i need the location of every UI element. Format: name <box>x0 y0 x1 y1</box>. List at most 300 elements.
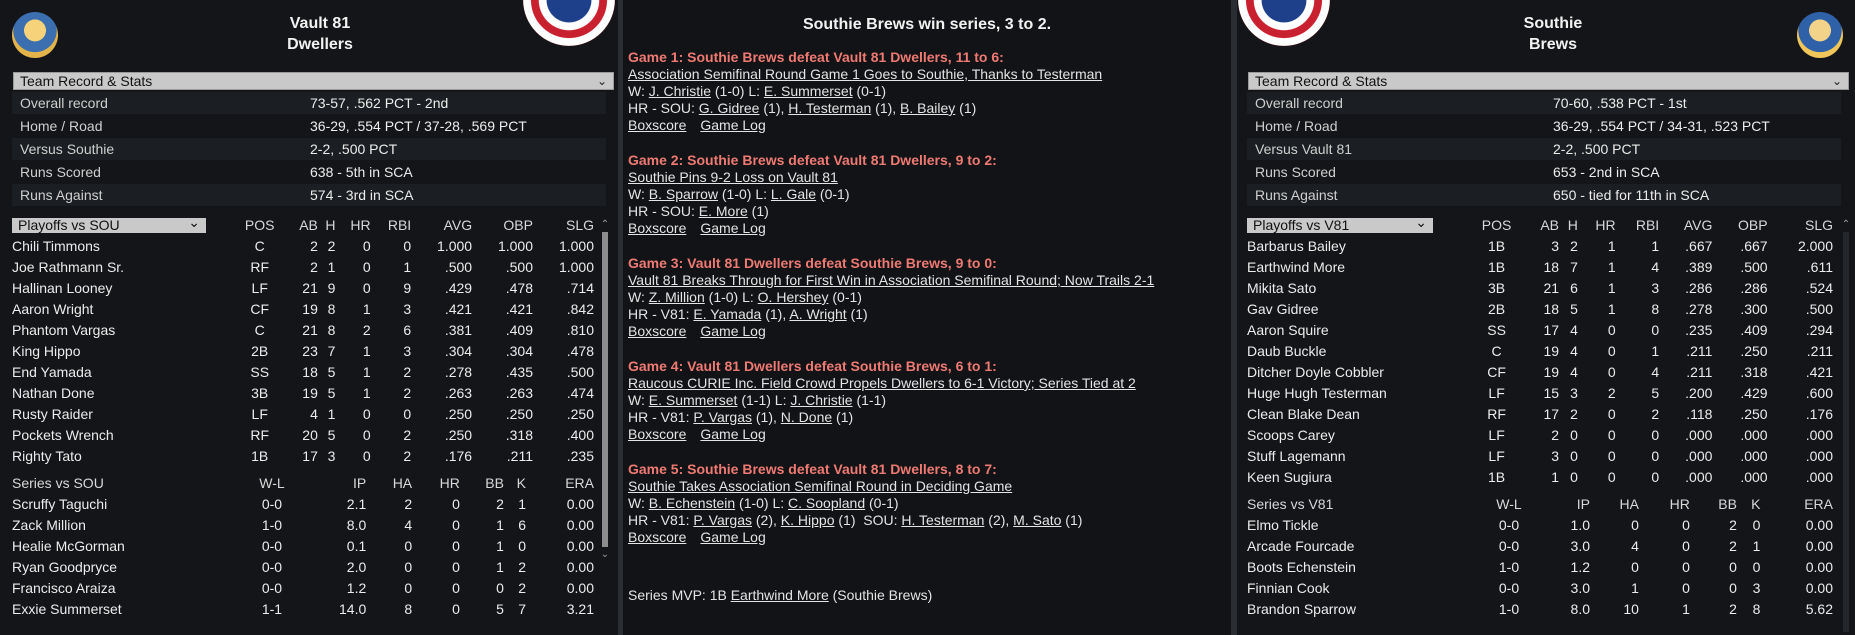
stat-cell: .304 <box>505 343 533 359</box>
column-header[interactable]: H <box>325 217 336 233</box>
hr-count: (1), <box>871 100 901 116</box>
team-stat-row <box>1247 184 1841 206</box>
column-header[interactable]: IP <box>1576 496 1590 512</box>
stat-cell: 2 <box>403 427 412 443</box>
stat-cell: 0 <box>1607 343 1616 359</box>
team-stat-row <box>12 161 606 183</box>
stat-cell: 1 <box>362 301 371 317</box>
player-row[interactable] <box>12 299 594 320</box>
stat-cell: 0 <box>404 538 413 554</box>
player-name: King Hippo <box>12 343 81 359</box>
stat-cell: 0 <box>496 580 504 596</box>
scroll-up-icon[interactable]: ⌃ <box>1841 219 1851 230</box>
player-row[interactable] <box>12 257 594 278</box>
batting-table <box>1247 215 1833 488</box>
stat-cell: 3 <box>1651 280 1660 296</box>
column-header[interactable]: HA <box>392 475 413 491</box>
stat-cell: 0.00 <box>566 580 594 596</box>
column-header[interactable]: BB <box>485 475 504 491</box>
column-header[interactable]: ERA <box>565 475 594 491</box>
team-record-dropdown[interactable] <box>1248 72 1849 90</box>
stat-cell: .000 <box>1805 448 1833 464</box>
stat-cell: 0 <box>1570 448 1578 464</box>
stat-cell: 0 <box>452 517 460 533</box>
stat-cell: .000 <box>1685 448 1713 464</box>
column-header[interactable]: POS <box>244 217 275 233</box>
stat-cell: 7 <box>1570 259 1578 275</box>
player-name: Righty Tato <box>12 448 82 464</box>
column-header[interactable]: AVG <box>1683 217 1713 233</box>
scroll-up-icon[interactable]: ⌃ <box>600 219 610 230</box>
stat-cell: 0.1 <box>346 538 367 554</box>
pitcher-row[interactable] <box>12 494 594 515</box>
player-row[interactable] <box>1247 404 1833 425</box>
game-summary <box>628 461 1082 546</box>
stat-cell: 2 <box>518 559 526 575</box>
column-header[interactable]: HA <box>1619 496 1639 512</box>
mvp-prefix: Series MVP: 1B <box>628 587 731 603</box>
pitching-header-row <box>1247 494 1833 515</box>
column-header[interactable]: HR <box>439 475 460 491</box>
pitcher-row[interactable] <box>12 599 594 620</box>
game-summary <box>628 358 1136 443</box>
batting-table <box>12 215 594 467</box>
column-header[interactable]: W-L <box>259 475 285 491</box>
player-name: Barbarus Bailey <box>1247 238 1346 254</box>
pitcher-name: Exxie Summerset <box>12 601 122 617</box>
boxscore-link[interactable]: Boxscore <box>628 323 687 339</box>
stat-cell: SS <box>250 364 270 380</box>
player-row[interactable] <box>1247 320 1833 341</box>
stat-cell: .421 <box>444 301 473 317</box>
boxscore-link[interactable]: Boxscore <box>628 220 687 236</box>
column-header[interactable]: HR <box>1595 217 1616 233</box>
pitcher-row[interactable] <box>12 578 594 599</box>
batting-header-row <box>1247 215 1833 236</box>
stat-cell: .667 <box>1740 238 1768 254</box>
stat-cell: 1.2 <box>1570 559 1590 575</box>
game-headline-link[interactable]: Raucous CURIE Inc. Field Crowd Propels Dwellers to 6-1 Victory; Series Tied at 2 <box>628 375 1136 391</box>
pitcher-row[interactable] <box>12 515 594 536</box>
hr-label: HR - SOU: <box>628 203 699 219</box>
stat-cell: .300 <box>1740 301 1768 317</box>
stat-cell: 0 <box>1651 469 1660 485</box>
pitcher-row[interactable] <box>1247 557 1833 578</box>
pitcher-row[interactable] <box>1247 536 1833 557</box>
stat-cell: 1 <box>496 538 504 554</box>
pitcher-name: Scruffy Taguchi <box>12 496 108 512</box>
stat-cell: 0 <box>1752 517 1761 533</box>
decision-line <box>628 83 1102 100</box>
mvp-player-link[interactable]: Earthwind More <box>730 587 829 603</box>
stat-cell: 19 <box>302 385 318 401</box>
stat-value: 574 - 3rd in SCA <box>310 187 414 203</box>
stat-cell: 0.00 <box>566 517 594 533</box>
stat-label: Overall record <box>20 95 108 111</box>
stat-cell: 1 <box>362 364 371 380</box>
team-stat-row <box>12 184 606 206</box>
player-row[interactable] <box>12 320 594 341</box>
pitcher-row[interactable] <box>1247 599 1833 620</box>
dropdown-label: Playoffs vs V81 <box>1253 217 1350 233</box>
stat-cell: 1 <box>403 259 412 275</box>
stat-cell: .000 <box>1805 427 1833 443</box>
decision-line <box>628 186 997 203</box>
game-header: Game 4: Vault 81 Dwellers defeat Southie Brews, 6 to 1: <box>628 358 997 374</box>
stat-cell: .211 <box>1686 364 1713 380</box>
hr-label: HR - V81: <box>628 409 694 425</box>
column-header[interactable]: BB <box>1718 496 1737 512</box>
chevron-down-icon: ⌄ <box>1831 74 1842 88</box>
column-header[interactable]: POS <box>1481 217 1512 233</box>
stat-cell: 19 <box>1543 343 1560 359</box>
winning-pitcher-link[interactable]: E. Summerset <box>648 392 738 408</box>
hr-count: (1) <box>846 306 868 322</box>
hr-count: (2), <box>752 512 781 528</box>
stat-cell: 2B <box>251 343 269 359</box>
stat-cell: .409 <box>505 322 533 338</box>
column-header[interactable]: K <box>1751 496 1761 512</box>
game-log-link[interactable]: Game Log <box>700 323 766 339</box>
player-row[interactable] <box>1247 299 1833 320</box>
hr-player-link[interactable]: K. Hippo <box>780 512 835 528</box>
column-header[interactable]: AB <box>299 217 318 233</box>
game-links <box>628 220 997 237</box>
stat-cell: .500 <box>1740 259 1768 275</box>
player-row[interactable] <box>12 362 594 383</box>
game-log-link[interactable]: Game Log <box>700 220 766 236</box>
stat-cell: .250 <box>444 406 473 422</box>
losing-pitcher-link[interactable]: C. Soopland <box>788 495 866 511</box>
column-header[interactable]: IP <box>353 475 367 491</box>
player-name: Keen Sugiura <box>1247 469 1332 485</box>
stat-cell: 4 <box>1631 538 1639 554</box>
game-log-link[interactable]: Game Log <box>700 117 766 133</box>
column-header[interactable]: RBI <box>387 217 412 233</box>
boxscore-link[interactable]: Boxscore <box>628 529 687 545</box>
stat-cell: 0-0 <box>261 580 283 596</box>
pitching-title: Series vs V81 <box>1247 496 1334 512</box>
batting-split-dropdown[interactable] <box>1247 214 1433 233</box>
hr-player-link[interactable]: H. Testerman <box>788 100 872 116</box>
stat-cell: .235 <box>566 448 594 464</box>
game-headline-link[interactable]: Vault 81 Breaks Through for First Win in Association Semifinal Round; Now Trails 2-1 <box>628 272 1155 288</box>
boxscore-link[interactable]: Boxscore <box>628 426 687 442</box>
hr-count: (1) <box>832 409 854 425</box>
win-label: W: <box>628 83 649 99</box>
stat-cell: 0 <box>1607 469 1616 485</box>
column-header[interactable]: SLG <box>1804 217 1833 233</box>
game-summary <box>628 255 1154 340</box>
loss-record: (0-1) <box>816 186 850 202</box>
stat-cell: 0 <box>404 559 413 575</box>
stat-cell: 0 <box>1729 580 1737 596</box>
stat-label: Home / Road <box>20 118 103 134</box>
column-header[interactable]: HR <box>350 217 371 233</box>
chevron-down-icon: ⌄ <box>596 74 607 88</box>
stat-cell: 0 <box>1570 469 1578 485</box>
losing-pitcher-link[interactable]: L. Gale <box>770 186 817 202</box>
player-name: Hallinan Looney <box>12 280 113 296</box>
player-row[interactable] <box>12 446 594 467</box>
series-mvp <box>628 587 932 603</box>
team-record-dropdown[interactable] <box>13 72 614 90</box>
game-header: Game 2: Southie Brews defeat Vault 81 Dwellers, 9 to 2: <box>628 152 997 168</box>
player-row[interactable] <box>12 278 594 299</box>
game-links <box>628 323 1154 340</box>
stat-cell: .000 <box>1685 469 1713 485</box>
win-record: (1-0) L: <box>704 289 758 305</box>
stat-cell: 0 <box>1607 322 1616 338</box>
hr-player-link[interactable]: P. Vargas <box>693 512 752 528</box>
stat-cell: 2.0 <box>346 559 367 575</box>
stat-cell: .474 <box>566 385 594 401</box>
stat-cell: 3 <box>1551 448 1560 464</box>
stat-cell: 0 <box>452 496 460 512</box>
hr-label: HR - SOU: <box>628 100 699 116</box>
stat-cell: 8.0 <box>1570 601 1590 617</box>
scrollbar[interactable] <box>600 219 610 560</box>
stat-cell: 3 <box>1570 385 1578 401</box>
stat-cell: 9 <box>327 280 336 296</box>
stat-cell: .500 <box>505 259 533 275</box>
stat-cell: 0 <box>1631 517 1639 533</box>
stat-cell: 4 <box>404 517 413 533</box>
scrollbar-thumb[interactable] <box>602 232 608 547</box>
stat-cell: 2.000 <box>1797 238 1833 254</box>
column-header[interactable]: OBP <box>1738 217 1768 233</box>
stat-label: Overall record <box>1255 95 1343 111</box>
winning-pitcher-link[interactable]: B. Sparrow <box>648 186 718 202</box>
stat-cell: 0 <box>362 280 371 296</box>
stat-cell: .421 <box>505 301 533 317</box>
stat-cell: 0.00 <box>566 496 594 512</box>
pitcher-name: Elmo Tickle <box>1247 517 1319 533</box>
hr-player-link[interactable]: B. Bailey <box>900 100 956 116</box>
stat-value: 73-57, .562 PCT - 2nd <box>310 95 449 111</box>
hr-player-link[interactable]: A. Wright <box>789 306 847 322</box>
stat-cell: 0.00 <box>1805 517 1833 533</box>
stat-cell: .250 <box>1740 406 1768 422</box>
game-log-link[interactable]: Game Log <box>700 529 766 545</box>
player-name: Huge Hugh Testerman <box>1247 385 1387 401</box>
stat-cell: .176 <box>444 448 473 464</box>
chevron-down-icon: ⌄ <box>188 214 200 230</box>
hr-count: (2), <box>984 512 1014 528</box>
player-name: Joe Rathmann Sr. <box>12 259 125 275</box>
hr-player-link[interactable]: P. Vargas <box>693 409 752 425</box>
player-name: Pockets Wrench <box>12 427 114 443</box>
game-headline-link[interactable]: Association Semifinal Round Game 1 Goes to Southie, Thanks to Testerman <box>628 66 1103 82</box>
game-headline-link[interactable]: Southie Takes Association Semifinal Round in Deciding Game <box>628 478 1013 494</box>
stat-cell: RF <box>250 259 270 275</box>
stat-cell: .429 <box>444 280 473 296</box>
player-row[interactable] <box>1247 341 1833 362</box>
column-header[interactable]: OBP <box>503 217 533 233</box>
player-row[interactable] <box>12 236 594 257</box>
hr-player-link[interactable]: G. Gidree <box>698 100 760 116</box>
stat-cell: .810 <box>566 322 594 338</box>
stat-cell: 2 <box>403 448 412 464</box>
hr-player-link[interactable]: E. Yamada <box>693 306 762 322</box>
stat-cell: 1 <box>362 385 371 401</box>
pitcher-name: Brandon Sparrow <box>1247 601 1356 617</box>
stat-value: 2-2, .500 PCT <box>310 141 398 157</box>
column-header[interactable]: RBI <box>1635 217 1660 233</box>
game-headline-link[interactable]: Southie Pins 9-2 Loss on Vault 81 <box>628 169 838 185</box>
player-row[interactable] <box>1247 236 1833 257</box>
stat-cell: 4 <box>1570 364 1578 380</box>
column-header[interactable]: K <box>516 475 526 491</box>
column-header[interactable]: SLG <box>565 217 594 233</box>
column-header[interactable]: ERA <box>1804 496 1833 512</box>
stat-cell: CF <box>250 301 270 317</box>
hr-count: (1) <box>747 203 769 219</box>
player-name: Mikita Sato <box>1247 280 1317 296</box>
pitcher-name: Ryan Goodpryce <box>12 559 118 575</box>
batting-split-dropdown[interactable] <box>12 214 206 233</box>
stat-cell: 1-0 <box>261 517 283 533</box>
game-header: Game 5: Southie Brews defeat Vault 81 Dwellers, 8 to 7: <box>628 461 997 477</box>
stat-cell: 1-0 <box>1498 601 1520 617</box>
win-label: W: <box>628 289 649 305</box>
player-row[interactable] <box>1247 446 1833 467</box>
dropdown-label: Playoffs vs SOU <box>18 217 120 233</box>
column-header[interactable]: AB <box>1540 217 1560 233</box>
stat-cell: 18 <box>1543 259 1560 275</box>
player-row[interactable] <box>1247 467 1833 488</box>
stat-cell: 0 <box>452 559 460 575</box>
stat-cell: 0 <box>362 259 371 275</box>
player-row[interactable] <box>12 383 594 404</box>
stat-cell: 6 <box>1570 280 1578 296</box>
boxscore-link[interactable]: Boxscore <box>628 117 687 133</box>
stat-cell: 4 <box>1651 364 1660 380</box>
game-log-link[interactable]: Game Log <box>700 426 766 442</box>
losing-pitcher-link[interactable]: J. Christie <box>790 392 853 408</box>
scroll-down-icon[interactable]: ⌄ <box>600 549 610 560</box>
stat-cell: 1 <box>1631 580 1639 596</box>
series-summary-panel <box>623 0 1231 635</box>
hr-player-link[interactable]: H. Testerman <box>901 512 985 528</box>
decision-line <box>628 495 1082 512</box>
losing-pitcher-link[interactable]: E. Summerset <box>763 83 853 99</box>
pitcher-name: Arcade Fourcade <box>1247 538 1355 554</box>
hr-player-link[interactable]: M. Sato <box>1013 512 1062 528</box>
southie-panel <box>1237 0 1855 635</box>
pitcher-name: Zack Million <box>12 517 86 533</box>
stat-cell: .286 <box>1740 280 1768 296</box>
stat-cell: 17 <box>302 448 318 464</box>
stat-cell: 5 <box>327 385 336 401</box>
stat-cell: 1 <box>1607 259 1616 275</box>
stat-cell: 2 <box>1729 517 1737 533</box>
column-header[interactable]: HR <box>1669 496 1690 512</box>
stat-cell: .278 <box>444 364 473 380</box>
player-row[interactable] <box>1247 383 1833 404</box>
player-row[interactable] <box>12 404 594 425</box>
player-name: Chili Timmons <box>12 238 100 254</box>
hr-player-link[interactable]: E. More <box>698 203 748 219</box>
pitcher-row[interactable] <box>12 557 594 578</box>
hr-player-link[interactable]: N. Done <box>780 409 833 425</box>
stat-cell: .250 <box>505 406 533 422</box>
pitcher-name: Finnian Cook <box>1247 580 1330 596</box>
winning-pitcher-link[interactable]: B. Echenstein <box>648 495 736 511</box>
stat-cell: .211 <box>506 448 533 464</box>
stat-cell: .500 <box>566 364 594 380</box>
player-row[interactable] <box>1247 425 1833 446</box>
southie-team-logo <box>1797 12 1843 58</box>
stat-cell: 20 <box>302 427 318 443</box>
stat-cell: 0 <box>362 238 371 254</box>
player-row[interactable] <box>12 425 594 446</box>
player-row[interactable] <box>1247 362 1833 383</box>
stat-cell: .250 <box>1740 343 1768 359</box>
win-label: W: <box>628 495 649 511</box>
stat-cell: .263 <box>444 385 473 401</box>
player-row[interactable] <box>1247 278 1833 299</box>
stat-cell: 17 <box>1543 406 1560 422</box>
pitcher-row[interactable] <box>1247 578 1833 599</box>
stat-cell: C <box>1491 343 1502 359</box>
stat-cell: 2 <box>310 238 318 254</box>
player-name: Rusty Raider <box>12 406 93 422</box>
stat-cell: 2 <box>1570 238 1578 254</box>
stat-cell: 4 <box>310 406 318 422</box>
win-label: W: <box>628 186 649 202</box>
game-header: Game 1: Southie Brews defeat Vault 81 Dwellers, 11 to 6: <box>628 49 1004 65</box>
pitching-table <box>1247 494 1833 620</box>
stat-cell: 1.000 <box>437 238 473 254</box>
player-row[interactable] <box>1247 257 1833 278</box>
stat-cell: 1.000 <box>558 259 594 275</box>
win-record: (1-0) L: <box>710 83 764 99</box>
stat-cell: 0 <box>452 580 460 596</box>
stat-cell: .118 <box>1686 406 1713 422</box>
stat-cell: .278 <box>1685 301 1713 317</box>
stat-cell: 1.2 <box>346 580 367 596</box>
stat-cell: 0.00 <box>1805 559 1833 575</box>
stat-value: 36-29, .554 PCT / 37-28, .569 PCT <box>310 118 527 134</box>
stat-cell: .478 <box>505 280 533 296</box>
stat-cell: LF <box>251 406 268 422</box>
column-header[interactable]: W-L <box>1496 496 1522 512</box>
pitcher-row[interactable] <box>12 536 594 557</box>
stat-cell: 1B <box>251 448 269 464</box>
losing-pitcher-link[interactable]: O. Hershey <box>757 289 829 305</box>
dropdown-label: Team Record & Stats <box>20 73 153 89</box>
winning-pitcher-link[interactable]: Z. Million <box>648 289 705 305</box>
vault81-panel <box>0 0 618 635</box>
player-row[interactable] <box>12 341 594 362</box>
column-header[interactable]: AVG <box>443 217 473 233</box>
stat-cell: 7 <box>518 601 526 617</box>
stat-cell: 14.0 <box>339 601 367 617</box>
scrollbar[interactable] <box>1841 219 1851 632</box>
team-name-line1: Southie <box>1523 15 1583 32</box>
stat-value: 650 - tied for 11th in SCA <box>1553 187 1710 203</box>
pitcher-row[interactable] <box>1247 515 1833 536</box>
stat-cell: 0 <box>1607 364 1616 380</box>
stat-cell: .400 <box>566 427 594 443</box>
stat-cell: 3.21 <box>566 601 594 617</box>
column-header[interactable]: H <box>1567 217 1578 233</box>
winning-pitcher-link[interactable]: J. Christie <box>648 83 711 99</box>
stat-cell: 2 <box>327 238 336 254</box>
stat-cell: .235 <box>1685 322 1713 338</box>
loss-record: (0-1) <box>865 495 899 511</box>
